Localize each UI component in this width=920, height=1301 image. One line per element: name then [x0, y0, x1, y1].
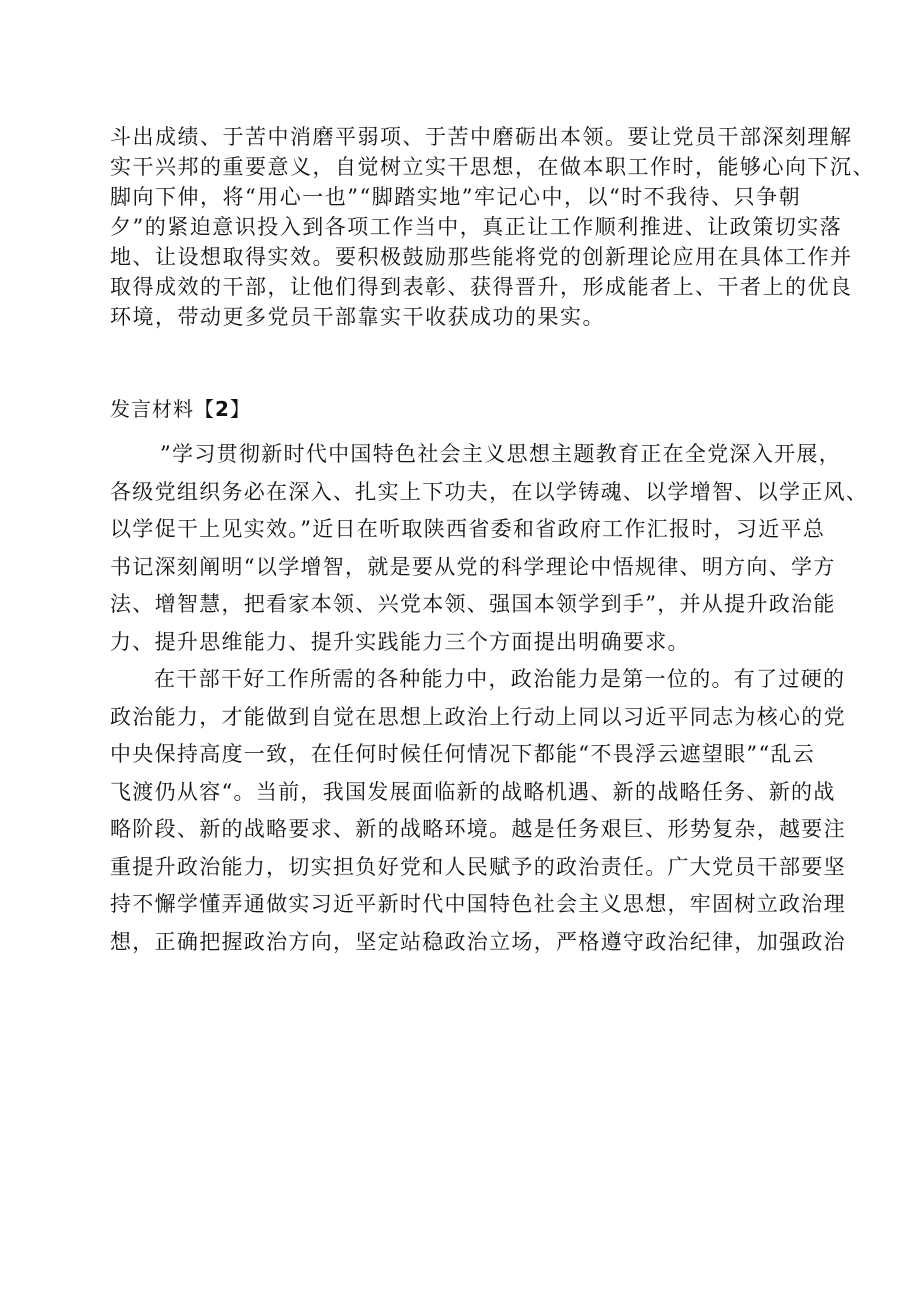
text-line: 法、增智慧，把看家本领、兴党本领、强国本领学到手”，并从提升政治能: [110, 592, 836, 616]
heading-text: 发言材料【: [110, 397, 215, 421]
paragraph: [110, 661, 846, 961]
paragraph-top: [110, 122, 875, 332]
section-heading: [110, 394, 251, 424]
text-line: 环境，带动更多党员干部靠实干收获成功的果实。: [110, 305, 605, 329]
text-line: 想，正确把握政治方向，坚定站稳政治立场，严格遵守政治纪律，加强政治: [110, 929, 846, 954]
paragraph: [110, 436, 869, 661]
heading-close: 】: [229, 397, 251, 421]
text-line: 斗出成绩、于苦中消磨平弱项、于苦中磨砺出本领。要让党员干部深刻理解: [110, 125, 853, 149]
text-line: 重提升政治能力，切实担负好党和人民赋予的政治责任。广大党员干部要坚: [110, 854, 846, 879]
text-line: 取得成效的干部，让他们得到表彰、获得晋升，形成能者上、干者上的优良: [110, 275, 853, 299]
text-line: 以学促干上见实效。”近日在听取陕西省委和省政府工作汇报时，习近平总: [110, 517, 826, 541]
text-line: 政治能力，才能做到自觉在思想上政治上行动上同以习近平同志为核心的党: [110, 704, 846, 729]
text-line: 地、让设想取得实效。要积极鼓励那些能将党的创新理论应用在具体工作并: [110, 245, 853, 269]
text-line: 在干部干好工作所需的各种能力中，政治能力是第一位的。有了过硬的: [154, 667, 846, 691]
text-line: 持不懈学懂弄通做实习近平新时代中国特色社会主义思想，牢固树立政治理: [110, 892, 846, 916]
text-line: 夕”的紧迫意识投入到各项工作当中，真正让工作顺利推进、让政策切实落: [110, 215, 843, 239]
section-body: [110, 436, 869, 961]
text-line: 各级党组织务必在深入、扎实上下功夫，在以学铸魂、以学增智、以学正风、: [110, 479, 869, 504]
text-line: 脚向下伸，将“用心一也”“脚踏实地”牢记心中，以“时不我待、只争朝: [110, 185, 802, 209]
text-line: 飞渡仍从容“。当前，我国发展面临新的战略机遇、新的战略任务、新的战: [110, 779, 836, 804]
text-line: 实干兴邦的重要意义，自觉树立实干思想，在做本职工作时，能够心向下沉、: [110, 155, 875, 179]
text-line: 书记深刻阐明“以学增智，就是要从党的科学理论中悟规律、明方向、学方: [110, 554, 836, 579]
text-line: ”学习贯彻新时代中国特色社会主义思想主题教育正在全党深入开展，: [160, 442, 842, 466]
text-line: 力、提升思维能力、提升实践能力三个方面提出明确要求。: [110, 629, 690, 654]
text-line: 略阶段、新的战略要求、新的战略环境。越是任务艰巨、形势复杂，越要注: [110, 817, 846, 841]
text-line: 中央保持高度一致，在任何时候任何情况下都能“不畏浮云遮望眼”“乱云: [110, 742, 816, 766]
heading-number: 2: [215, 397, 230, 421]
